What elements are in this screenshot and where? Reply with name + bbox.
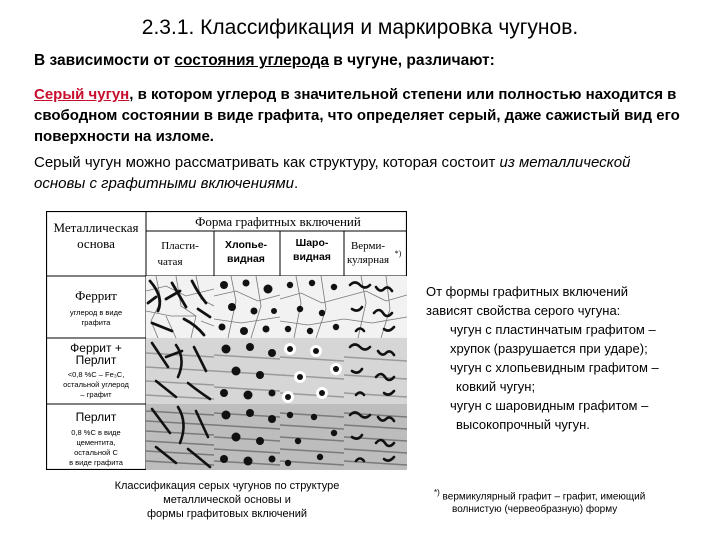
col3-line1: Шаро- bbox=[295, 237, 329, 249]
micrograph-fp-flake bbox=[214, 338, 280, 404]
row2-note-line3: – графит bbox=[80, 390, 112, 399]
row3-note-line2: цементита, bbox=[76, 438, 116, 447]
row1-note-line2: графита bbox=[81, 318, 111, 327]
properties-intro-line1: От формы графитных включений bbox=[426, 284, 628, 299]
property-flake-line2: ковкий чугун; bbox=[456, 379, 536, 394]
micrograph-pearlite-lamellar bbox=[146, 404, 214, 470]
micrograph-pearlite-vermicular bbox=[344, 404, 407, 470]
footnote bbox=[434, 486, 704, 516]
col2-line1: Хлопье- bbox=[224, 239, 268, 251]
header-left-line2: основа bbox=[77, 236, 115, 251]
row3-note-line3: остальной С bbox=[74, 448, 118, 457]
intro-line bbox=[34, 52, 495, 70]
col2-line2: видная bbox=[227, 253, 265, 265]
col4-line2: кулярная bbox=[346, 254, 390, 266]
caption-line1: Классификация серых чугунов по структуре bbox=[114, 480, 340, 492]
footnote-mark: *) bbox=[434, 488, 440, 497]
figure-caption bbox=[82, 479, 372, 521]
gray-iron-text: , в котором углерод в значительной степени или полностью находится в свободном состоянии в виде графита, что определяет серый, даже сажистый вид его поверхности на изломе. bbox=[34, 86, 680, 145]
micrograph-ferrite-spheroidal bbox=[280, 276, 344, 338]
row3-note-line1: 0,8 %С в виде bbox=[71, 428, 121, 437]
micrograph-fp-vermicular bbox=[344, 338, 407, 404]
structure-suffix: . bbox=[294, 175, 299, 192]
structure-paragraph bbox=[34, 152, 674, 194]
row3-note-line4: в виде графита bbox=[69, 458, 123, 467]
micrograph-fp-lamellar bbox=[146, 338, 214, 404]
structure-italic: из металлической основы с графитными включениями bbox=[34, 154, 631, 192]
property-flake-line1: чугун с хлопьевидным графитом – bbox=[450, 360, 659, 375]
page-title: 2.3.1. Классификация и маркировка чугунов. bbox=[141, 16, 579, 39]
row2-note-line2: остальной углерод bbox=[63, 380, 129, 389]
col1-line2: чатая bbox=[157, 256, 183, 268]
header-top: Форма графитных включений bbox=[195, 214, 361, 229]
col3-line2: видная bbox=[293, 251, 331, 263]
caption-line3: формы графитовых включений bbox=[146, 508, 307, 520]
micrograph-ferrite-flake bbox=[214, 276, 280, 338]
intro-prefix: В зависимости от bbox=[34, 52, 175, 69]
property-spheroidal-line2: высокопрочный чугун. bbox=[456, 417, 590, 432]
micrograph-ferrite-lamellar bbox=[146, 276, 214, 338]
row2-title-line1: Феррит + bbox=[70, 341, 122, 355]
properties-intro-line2: зависят свойства серого чугуна: bbox=[426, 303, 621, 318]
gray-iron-definition bbox=[34, 84, 694, 147]
micrograph-pearlite-flake bbox=[214, 404, 280, 470]
footnote-line1: вермикулярный графит – графит, имеющий bbox=[439, 491, 646, 503]
micrograph-grid bbox=[146, 276, 407, 470]
micrograph-ferrite-vermicular bbox=[344, 276, 407, 338]
property-spheroidal-line1: чугун с шаровидным графитом – bbox=[450, 398, 649, 413]
footnote-line2: волнистую (червеобразную) форму bbox=[452, 504, 618, 516]
row1-title: Феррит bbox=[75, 288, 117, 303]
classification-figure bbox=[46, 211, 407, 470]
row2-note-line1: <0,8 %С – Fe₃C, bbox=[67, 370, 125, 379]
row1-note-line1: углерод в виде bbox=[69, 308, 123, 317]
property-lamellar-line2: хрупок (разрушается при ударе); bbox=[450, 341, 648, 356]
gray-iron-term: Серый чугун bbox=[34, 86, 130, 103]
row3-title: Перлит bbox=[75, 410, 117, 424]
micrograph-fp-spheroidal bbox=[280, 338, 344, 404]
intro-underlined: состояния углерода bbox=[174, 52, 329, 69]
col4-line1: Верми- bbox=[350, 240, 386, 252]
property-lamellar-line1: чугун с пластинчатым графитом – bbox=[450, 322, 656, 337]
header-left-line1: Металлическая bbox=[53, 220, 139, 235]
col1-line1: Пласти- bbox=[161, 240, 199, 252]
col4-footnote-mark: *) bbox=[394, 249, 402, 258]
intro-suffix: в чугуне, различают: bbox=[328, 52, 495, 69]
structure-prefix: Серый чугун можно рассматривать как структуру, которая состоит bbox=[34, 154, 500, 171]
micrograph-pearlite-spheroidal bbox=[280, 404, 344, 470]
caption-line2: металлической основы и bbox=[163, 494, 291, 506]
graphite-properties bbox=[426, 282, 710, 434]
row2-title-line2: Перлит bbox=[75, 353, 117, 367]
